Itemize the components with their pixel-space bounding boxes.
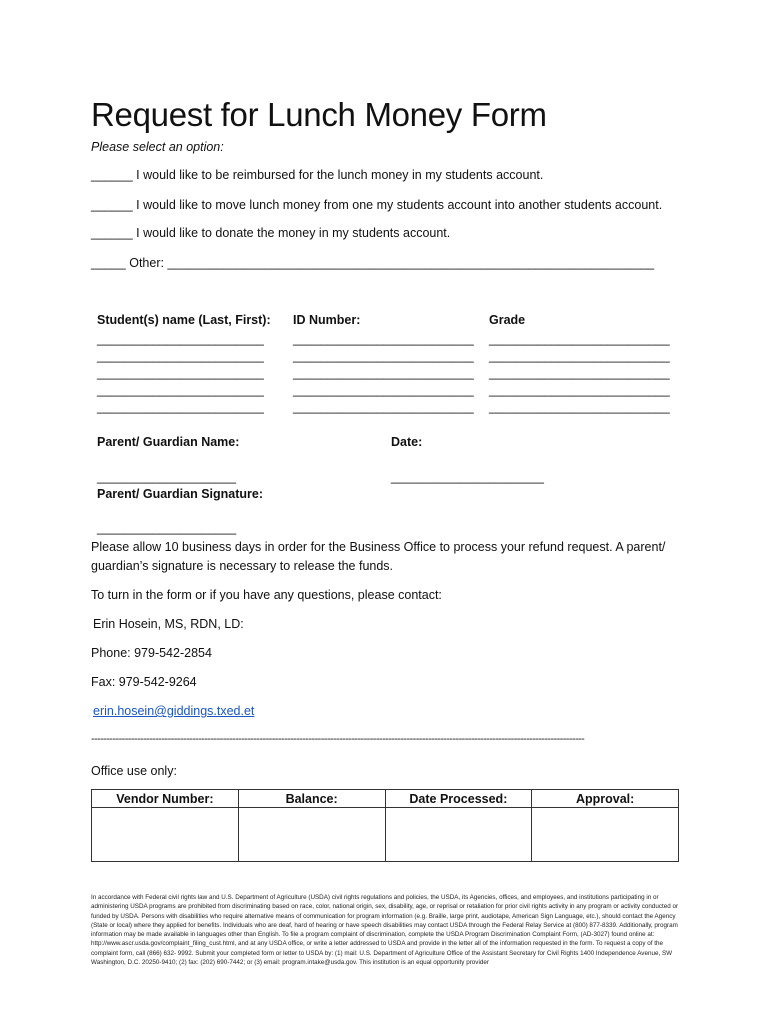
office-use-table [91,789,679,862]
grade-field[interactable]: __________________________ [489,366,670,380]
parent-name-label: Parent/ Guardian Name: [97,435,240,449]
option-donate[interactable]: ______ I would like to donate the money in my students account. [91,226,451,240]
date-field[interactable]: ______________________ [391,470,544,484]
id-number-field[interactable]: __________________________ [293,349,474,363]
contact-phone: Phone: 979-542-2854 [91,646,212,660]
option-reimburse[interactable]: ______ I would like to be reimbursed for the lunch money in my students account. [91,168,544,182]
date-label: Date: [391,435,423,449]
id-number-header: ID Number: [293,313,361,327]
balance-header: Balance: [238,790,385,808]
vendor-number-cell[interactable] [92,808,239,862]
processing-notice-line2: guardian’s signature is necessary to release the funds. [91,559,394,573]
page-title: Request for Lunch Money Form [91,96,547,133]
grade-field[interactable]: __________________________ [489,383,670,397]
parent-name-field[interactable]: ____________________ [97,470,237,484]
section-divider: ----------------------------------------------------------------------------------------------------------------------------------------------------------------- [91,733,585,745]
grade-field[interactable]: __________________________ [489,332,670,346]
id-number-field[interactable]: __________________________ [293,383,474,397]
student-name-field[interactable]: ________________________ [97,349,264,363]
student-name-field[interactable]: ________________________ [97,332,264,346]
approval-header: Approval: [532,790,679,808]
option-move-money[interactable]: ______ I would like to move lunch money from one my students account into another students account. [91,198,663,212]
nondiscrimination-statement: In accordance with Federal civil rights law and U.S. Department of Agriculture (USDA) civil rights regulations and policies, the USDA, its Agencies, offices, and employees, and institutions participating in or administering USDA programs are prohibited from discriminating based on race, color, national origin, sex, disability, age, or reprisal or retaliation for prior civil rights activity in any program or activity conducted or funded by USDA. Persons with disabilities who require alternative means of communication for program information (e.g. Braille, large print, audiotape, American Sign Language, etc.), should contact the Agency (State or local) where they applied for benefits. Individuals who are deaf, hard of hearing or have speech disabilities may contact USDA through the Federal Relay Service at (800) 877-8339. Additionally, program information may be made available in languages other than English. To file a program complaint of discrimination, complete the USDA Program Discrimination Complaint Form, (AD-3027) found online at: http://www.ascr.usda.gov/complaint_filing_cust.html, and at any USDA office, or write a letter addressed to USDA and provide in the letter all of the information requested in the form. To request a copy of the complaint form, call (866) 632- 9992. Submit your completed form or letter to USDA by: (1) mail: U.S. Department of Agriculture Office of the Assistant Secretary for Civil Rights 1400 Independence Avenue, SW Washington, D.C. 20250-9410; (2) fax: (202) 690-7442; or (3) email: program.intake@usda.gov. This institution is an equal opportunity provider [91,894,679,967]
approval-cell[interactable] [532,808,679,862]
grade-header: Grade [489,313,526,327]
id-number-field[interactable]: __________________________ [293,400,474,414]
student-name-field[interactable]: ________________________ [97,383,264,397]
contact-name: Erin Hosein, MS, RDN, LD: [93,617,244,631]
processing-notice-line1: Please allow 10 business days in order for the Business Office to process your refund request. A parent/ [91,540,666,554]
id-number-field[interactable]: __________________________ [293,332,474,346]
grade-field[interactable]: __________________________ [489,349,670,363]
date-processed-header: Date Processed: [385,790,532,808]
student-name-header: Student(s) name (Last, First): [97,313,271,327]
option-other[interactable]: _____ Other: ______________________________________________________________________ [91,256,655,270]
balance-cell[interactable] [238,808,385,862]
id-number-field[interactable]: __________________________ [293,366,474,380]
contact-email-link[interactable]: erin.hosein@giddings.txed.et [93,704,255,718]
grade-field[interactable]: __________________________ [489,400,670,414]
option-instruction: Please select an option: [91,140,224,154]
contact-intro: To turn in the form or if you have any questions, please contact: [91,588,442,602]
student-name-field[interactable]: ________________________ [97,366,264,380]
vendor-number-header: Vendor Number: [92,790,239,808]
parent-signature-label: Parent/ Guardian Signature: [97,487,264,501]
contact-fax: Fax: 979-542-9264 [91,675,197,689]
office-use-label: Office use only: [91,764,177,778]
student-name-field[interactable]: ________________________ [97,400,264,414]
parent-signature-field[interactable]: ____________________ [97,521,237,535]
date-processed-cell[interactable] [385,808,532,862]
